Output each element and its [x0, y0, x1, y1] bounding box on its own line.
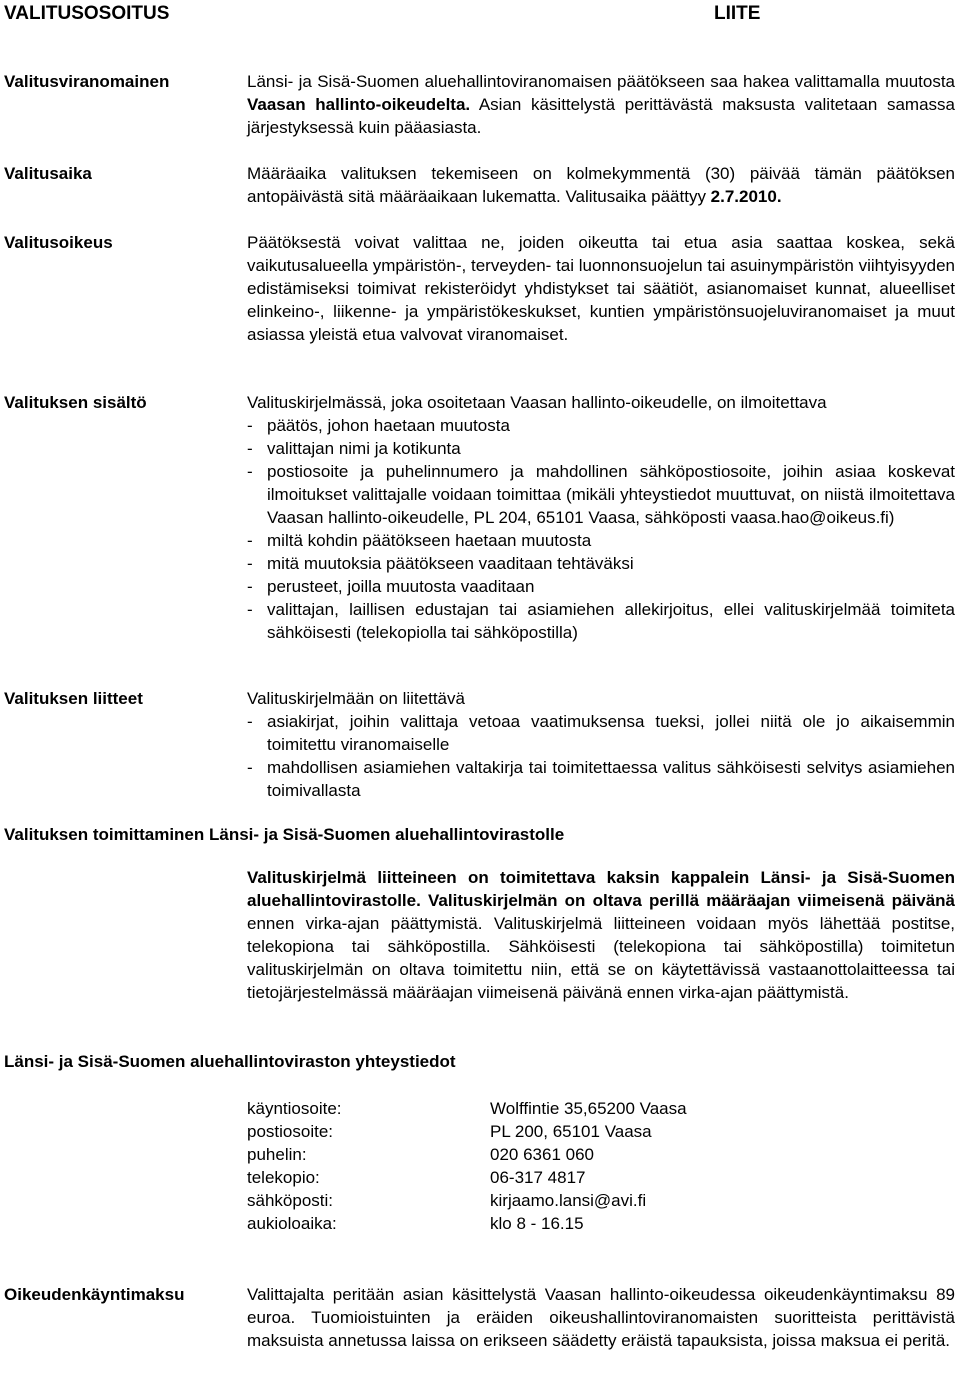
- section-text-valituksen-sisalto: Valituskirjelmässä, joka osoitetaan Vaasan hallinto-oikeudelle, on ilmoitettava - päätös, johon haetaan muutosta - valittajan nimi ja kotikunta - postiosoite ja puhelinnumero ja mahdollinen sähköpostiosoite, joihin asiaa koskevat ilmoitukset valittajalle voidaan toimittaa (mikäli yhteystiedot muuttuvat, on niistä ilmoitettava Vaasan hallinto-oikeudelle, PL 204, 65101 Vaasa, sähköposti vaasa.hao@oikeus.fi) - miltä kohdin päätökseen haetaan muutosta - mitä muutoksia päätökseen vaaditaan tehtäväksi - perusteet, joilla muutosta vaaditaan - valittajan, laillisen edustajan tai asiamiehen allekirjoitus, ellei valituskirjelmää toimiteta sähköisesti (telekopiolla tai sähköpostilla): [247, 391, 955, 644]
- contact-details: [247, 1097, 687, 1235]
- section-label-oikeudenkayntimaksu: Oikeudenkäyntimaksu: [4, 1285, 185, 1304]
- contact-row: sähköposti: kirjaamo.lansi@avi.fi: [247, 1191, 647, 1210]
- section-text-toimittaminen: Valituskirjelmä liitteineen on toimitettava kaksin kappalein Länsi- ja Sisä-Suomen aluehallintovirastolle. Valituskirjelmän on oltava perillä määräajan viimeisenä päivänä ennen virka-ajan päättymistä. Valituskirjelmä liitteineen voidaan myös lähettää postitse, telekopiona tai sähköpostilla. Sähköisesti (telekopiona tai sähköpostilla) toimitetun valituskirjelmän on oltava toimitettu niin, että se on käytettävissä vastaanottolaitteessa tai tietojärjestelmässä määräajan viimeisenä päivänä ennen virka-ajan päättymistä.: [247, 868, 955, 1002]
- section-label-valituksen-sisalto: Valituksen sisältö: [4, 393, 147, 412]
- section-text-valitusaika: Määräaika valituksen tekemiseen on kolmekymmentä (30) päivää tämän päätöksen antopäivästä sitä määräaikaan lukematta. Valitusaika päättyy 2.7.2010.: [247, 164, 955, 206]
- section-label-valituksen-liitteet: Valituksen liitteet: [4, 689, 143, 708]
- section-label-valitusviranomainen: Valitusviranomainen: [4, 72, 170, 91]
- list-item: - postiosoite ja puhelinnumero ja mahdollinen sähköpostiosoite, joihin asiaa koskevat ilmoitukset valittajalle voidaan toimittaa (mikäli yhteystiedot muuttuvat, on niistä ilmoitettava Vaasan hallinto-oikeudelle, PL 204, 65101 Vaasa, sähköposti vaasa.hao@oikeus.fi): [247, 460, 955, 529]
- section-heading-toimittaminen: Valituksen toimittaminen Länsi- ja Sisä-Suomen aluehallintovirastolle: [4, 825, 565, 844]
- section-heading-yhteystiedot: Länsi- ja Sisä-Suomen aluehallintoviraston yhteystiedot: [4, 1052, 456, 1071]
- section-text-valitusviranomainen: Länsi- ja Sisä-Suomen aluehallintoviranomaisen päätökseen saa hakea valittamalla muutosta Vaasan hallinto-oikeudelta. Asian käsittelystä perittävästä maksusta valitetaan samassa järjestyksessä kuin pääasiasta.: [247, 72, 955, 137]
- list-item: - valittajan, laillisen edustajan tai asiamiehen allekirjoitus, ellei valituskirjelmää toimiteta sähköisesti (telekopiolla tai sähköpostilla): [247, 598, 955, 644]
- deadline-date: 2.7.2010.: [710, 187, 782, 206]
- contact-row: puhelin: 020 6361 060: [247, 1145, 594, 1164]
- list-item: - valittajan nimi ja kotikunta: [247, 437, 955, 460]
- section-label-valitusoikeus: Valitusoikeus: [4, 233, 113, 252]
- list-item: - asiakirjat, joihin valittaja vetoaa vaatimuksensa tueksi, jollei niitä ole jo aikaisemmin toimitettu viranomaiselle: [247, 710, 955, 756]
- contact-row: aukioloaika: klo 8 - 16.15: [247, 1214, 584, 1233]
- section-label-valitusaika: Valitusaika: [4, 164, 92, 183]
- section-text-valitusoikeus: Päätöksestä voivat valittaa ne, joiden oikeutta tai etua asia saattaa koskea, sekä vaikutusalueella ympäristön-, terveyden- tai luonnonsuojelun tai asuinympäristön viihtyisyyden edistämiseksi toimivat rekisteröidyt yhdistykset tai säätiöt, asianomaiset kunnat, alueelliset elinkeino-, liikenne- ja ympäristökeskukset, kuntien ympäristönsuojeluviranomaiset ja muut asiassa yleistä etua valvovat viranomaiset.: [247, 233, 955, 344]
- content-requirements-list: [247, 414, 955, 644]
- list-item: - mahdollisen asiamiehen valtakirja tai toimitettaessa valitus sähköisesti selvitys asiamiehen toimivallasta: [247, 756, 955, 802]
- attachment-label: LIITE: [714, 3, 761, 24]
- list-item: - mitä muutoksia päätökseen vaaditaan tehtäväksi: [247, 552, 955, 575]
- contact-row: telekopio: 06-317 4817: [247, 1168, 586, 1187]
- contact-row: käyntiosoite: Wolffintie 35,65200 Vaasa: [247, 1099, 687, 1118]
- attachments-list: [247, 710, 955, 802]
- document-title: VALITUSOSOITUS: [4, 3, 170, 24]
- section-text-valituksen-liitteet: Valituskirjelmään on liitettävä - asiakirjat, joihin valittaja vetoaa vaatimuksensa tueksi, jollei niitä ole jo aikaisemmin toimitettu viranomaiselle - mahdollisen asiamiehen valtakirja tai toimitettaessa valitus sähköisesti selvitys asiamiehen toimivallasta: [247, 687, 955, 802]
- section-text-oikeudenkayntimaksu: Valittajalta peritään asian käsittelystä Vaasan hallinto-oikeudessa oikeudenkäyntimaksu 89 euroa. Tuomioistuinten ja eräiden oikeushallintoviranomaisten suoritteista perittävistä maksuista annetussa laissa on erikseen säädetty eräistä tapauksista, joissa maksua ei peritä.: [247, 1285, 955, 1350]
- list-item: - miltä kohdin päätökseen haetaan muutosta: [247, 529, 955, 552]
- contact-table: [247, 1097, 687, 1235]
- list-item: - päätös, johon haetaan muutosta: [247, 414, 955, 437]
- contact-row: postiosoite: PL 200, 65101 Vaasa: [247, 1122, 652, 1141]
- list-item: - perusteet, joilla muutosta vaaditaan: [247, 575, 955, 598]
- court-name: Vaasan hallinto-oikeudelta.: [247, 95, 471, 114]
